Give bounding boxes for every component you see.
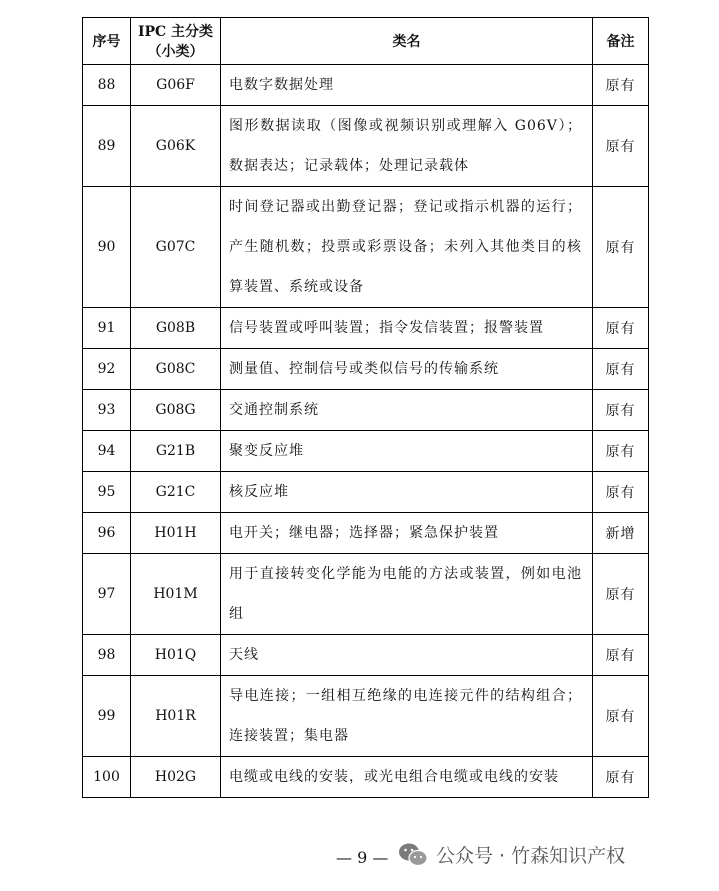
cell-note: 原有 xyxy=(593,635,649,676)
table-row xyxy=(83,513,649,554)
cell-ipc: G06K xyxy=(131,106,221,187)
cell-ipc: H01Q xyxy=(131,635,221,676)
cell-no: 88 xyxy=(83,65,131,106)
cell-no: 100 xyxy=(83,757,131,798)
cell-no: 97 xyxy=(83,554,131,635)
wechat-icon xyxy=(398,842,428,868)
table-row xyxy=(83,349,649,390)
table-row xyxy=(83,554,649,635)
cell-note: 原有 xyxy=(593,390,649,431)
cell-note: 原有 xyxy=(593,349,649,390)
cell-ipc: G08G xyxy=(131,390,221,431)
cell-name: 天线 xyxy=(221,635,593,676)
cell-no: 94 xyxy=(83,431,131,472)
cell-name: 信号装置或呼叫装置；指令发信装置；报警装置 xyxy=(221,308,593,349)
cell-no: 92 xyxy=(83,349,131,390)
header-ipc-line1: IPC 主分类 xyxy=(137,24,214,40)
cell-no: 98 xyxy=(83,635,131,676)
table-row xyxy=(83,390,649,431)
cell-no: 93 xyxy=(83,390,131,431)
watermark xyxy=(398,841,625,868)
cell-name: 交通控制系统 xyxy=(221,390,593,431)
cell-ipc: G21B xyxy=(131,431,221,472)
cell-name: 图形数据读取（图像或视频识别或理解入 G06V）；数据表达；记录载体；处理记录载体 xyxy=(221,106,593,187)
cell-no: 95 xyxy=(83,472,131,513)
cell-note: 原有 xyxy=(593,308,649,349)
cell-note: 原有 xyxy=(593,472,649,513)
cell-no: 96 xyxy=(83,513,131,554)
cell-ipc: H01R xyxy=(131,676,221,757)
cell-ipc: G21C xyxy=(131,472,221,513)
table-row xyxy=(83,676,649,757)
cell-ipc: G08C xyxy=(131,349,221,390)
table-body xyxy=(83,65,649,798)
cell-name: 用于直接转变化学能为电能的方法或装置，例如电池组 xyxy=(221,554,593,635)
cell-name: 导电连接；一组相互绝缘的电连接元件的结构组合；连接装置；集电器 xyxy=(221,676,593,757)
cell-note: 原有 xyxy=(593,187,649,308)
cell-ipc: H01M xyxy=(131,554,221,635)
table-row xyxy=(83,308,649,349)
cell-name: 测量值、控制信号或类似信号的传输系统 xyxy=(221,349,593,390)
cell-no: 90 xyxy=(83,187,131,308)
cell-ipc: H01H xyxy=(131,513,221,554)
cell-note: 原有 xyxy=(593,757,649,798)
cell-ipc: G07C xyxy=(131,187,221,308)
table-header-row xyxy=(83,18,649,65)
cell-no: 91 xyxy=(83,308,131,349)
table-row xyxy=(83,65,649,106)
watermark-text: 公众号 · 竹森知识产权 xyxy=(436,845,626,867)
cell-name: 时间登记器或出勤登记器；登记或指示机器的运行；产生随机数；投票或彩票设备；未列入其他类目的核算装置、系统或设备 xyxy=(221,187,593,308)
table-row xyxy=(83,757,649,798)
cell-no: 89 xyxy=(83,106,131,187)
cell-name: 聚变反应堆 xyxy=(221,431,593,472)
cell-no: 99 xyxy=(83,676,131,757)
header-note: 备注 xyxy=(593,18,649,65)
cell-name: 电开关；继电器；选择器；紧急保护装置 xyxy=(221,513,593,554)
page-number: — 9 — xyxy=(336,848,389,867)
ipc-classification-table xyxy=(82,17,649,798)
header-name: 类名 xyxy=(221,18,593,65)
cell-name: 电数字数据处理 xyxy=(221,65,593,106)
table-row xyxy=(83,106,649,187)
cell-note: 原有 xyxy=(593,676,649,757)
cell-note: 新增 xyxy=(593,513,649,554)
cell-name: 电缆或电线的安装，或光电组合电缆或电线的安装 xyxy=(221,757,593,798)
cell-note: 原有 xyxy=(593,554,649,635)
header-ipc-line2: （小类） xyxy=(147,44,204,60)
cell-ipc: H02G xyxy=(131,757,221,798)
header-ipc xyxy=(131,18,221,65)
table-row xyxy=(83,431,649,472)
cell-note: 原有 xyxy=(593,65,649,106)
header-no: 序号 xyxy=(83,18,131,65)
cell-ipc: G06F xyxy=(131,65,221,106)
table-row xyxy=(83,635,649,676)
cell-name: 核反应堆 xyxy=(221,472,593,513)
table-row xyxy=(83,187,649,308)
cell-note: 原有 xyxy=(593,431,649,472)
cell-note: 原有 xyxy=(593,106,649,187)
table-row xyxy=(83,472,649,513)
cell-ipc: G08B xyxy=(131,308,221,349)
